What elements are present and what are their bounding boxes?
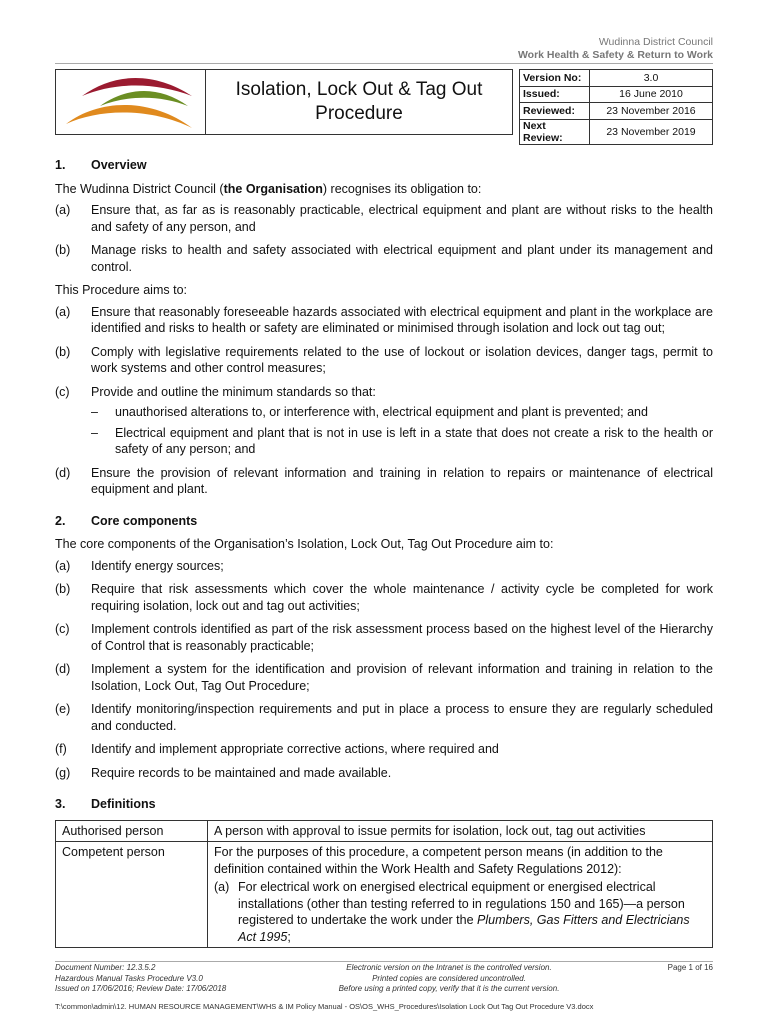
list-text: Identify energy sources; — [91, 558, 224, 573]
table-row — [56, 842, 713, 948]
meta-label: Next Review: — [520, 119, 590, 144]
list-text: Ensure the provision of relevant information and training in relation to repairs or maintenance of electrical equipment and plant. — [91, 465, 713, 496]
meta-value: 23 November 2016 — [590, 103, 713, 120]
footer-verify-note: Before using a printed copy, verify that it is the current version. — [338, 984, 560, 993]
list-label: (a) — [55, 558, 71, 573]
document-body — [55, 157, 713, 948]
header-org-name: Wudinna District Council — [598, 36, 713, 48]
list-item — [55, 558, 713, 575]
list-item — [55, 304, 713, 337]
section-heading-overview — [55, 157, 713, 174]
section-number: 3. — [55, 797, 66, 811]
list-text: Identify and implement appropriate corrective actions, where required and — [91, 742, 499, 756]
list-label: (b) — [55, 344, 71, 359]
definition-term: Competent person — [56, 842, 208, 948]
list-item — [55, 621, 713, 654]
section-number: 2. — [55, 513, 66, 528]
section-title: Definitions — [91, 797, 156, 811]
title-box — [55, 69, 513, 135]
definition-text: A person with approval to issue permits for isolation, lock out, tag out activities — [208, 820, 713, 842]
meta-value: 23 November 2019 — [590, 119, 713, 144]
section-title: Core components — [91, 513, 198, 528]
section-heading-definitions — [55, 796, 713, 813]
overview-intro — [55, 181, 713, 198]
footer-doc-number: Document Number: 12.3.5.2 — [55, 963, 156, 972]
list-item — [55, 242, 713, 275]
list-item — [55, 384, 713, 458]
list-label: (b) — [55, 243, 71, 257]
list-text: Provide and outline the minimum standards so that: — [91, 384, 376, 399]
footer-controlled-note: Electronic version on the Intranet is the controlled version. — [346, 963, 552, 972]
meta-label: Reviewed: — [520, 103, 590, 120]
table-row — [56, 820, 713, 842]
list-label: (c) — [55, 384, 70, 399]
title-line-2: Procedure — [315, 103, 403, 124]
aims-intro: This Procedure aims to: — [55, 283, 187, 297]
definitions-table — [55, 820, 713, 949]
meta-row — [520, 86, 713, 103]
header-divider — [55, 63, 713, 64]
list-label: (c) — [55, 622, 70, 636]
intro-text: ) recognises its obligation to: — [322, 181, 482, 196]
page-number: Page 1 of 16 — [667, 963, 713, 972]
list-text: Ensure that reasonably foreseeable hazards associated with electrical equipment and plant in the workplace are identified and risks to health or safety are eliminated or minimised through isolation and lock out tag out; — [91, 304, 713, 335]
section-heading-core-components — [55, 513, 713, 530]
meta-label: Version No: — [520, 70, 590, 87]
sub-list-text: Electrical equipment and plant that is not in use is left in a state that does not create a risk to the health or safety of any person; and — [115, 425, 713, 456]
list-text: Implement controls identified as part of the risk assessment process based on the highest level of the Hierarchy of Control that is reasonably practicable; — [91, 622, 713, 653]
footer-issued-dates: Issued on 17/06/2016; Review Date: 17/06/2018 — [55, 984, 227, 993]
meta-row — [520, 103, 713, 120]
intro-bold-term: the Organisation — [223, 181, 323, 196]
list-item — [55, 344, 713, 377]
list-label: (e) — [55, 702, 71, 716]
meta-value: 16 June 2010 — [590, 86, 713, 103]
page-footer — [55, 961, 713, 995]
meta-label: Issued: — [520, 86, 590, 103]
meta-value: 3.0 — [590, 70, 713, 87]
list-label: (a) — [214, 880, 230, 894]
core-intro: The core components of the Organisation’s Isolation, Lock Out, Tag Out Procedure aim to: — [55, 537, 554, 551]
footer-doc-name: Hazardous Manual Tasks Procedure V3.0 — [55, 973, 203, 983]
file-path: T:\common\admin\12. HUMAN RESOURCE MANAGEMENT\WHS & IM Policy Manual - OS\OS_WHS_Procedures\Isolation Lock Out Tag Out Procedure V3.docx — [55, 1002, 594, 1011]
council-logo — [56, 70, 206, 134]
list-text: Comply with legislative requirements related to the use of lockout or isolation devices, danger tags, permit to work systems and other control measures; — [91, 344, 713, 375]
intro-text: The Wudinna District Council ( — [55, 181, 224, 196]
meta-row — [520, 119, 713, 144]
list-label: (d) — [55, 662, 71, 676]
act-name: Plumbers, Gas Fitters and Electricians Act 1995 — [238, 913, 690, 944]
definition-sub-end: ; — [287, 929, 291, 944]
sub-list-text: unauthorised alterations to, or interference with, electrical equipment and plant is prevented; and — [115, 405, 648, 419]
list-label: (a) — [55, 304, 71, 319]
list-item — [55, 741, 713, 758]
logo-swoosh-icon — [60, 74, 200, 132]
meta-row — [520, 70, 713, 87]
dash-bullet: – — [91, 425, 98, 440]
list-text: Require that risk assessments which cover the whole maintenance / activity cycle be completed for work requiring isolation, lock out and tag out activities; — [91, 582, 713, 613]
definition-text: For the purposes of this procedure, a competent person means (in addition to the definition contained within the Work Health and Safety Regulations 2012): — [214, 845, 663, 876]
definition-cell — [208, 842, 713, 948]
sub-list-item — [91, 404, 713, 421]
list-item — [55, 661, 713, 694]
list-item — [55, 202, 713, 235]
list-item — [55, 701, 713, 734]
list-label: (d) — [55, 465, 71, 480]
list-item — [55, 581, 713, 614]
list-text: Implement a system for the identification and provision of relevant information and training in relation to the Isolation, Lock Out, Tag Out Procedure; — [91, 662, 713, 693]
list-label: (g) — [55, 765, 71, 780]
list-label: (f) — [55, 742, 67, 756]
definition-sub-text: For electrical work on energised electrical equipment or energised electrical installations (other than testing referred to in regulations 150 and 165)—a person registered to undertake the work under the — [238, 880, 685, 927]
list-text: Ensure that, as far as is reasonably practicable, electrical equipment and plant are without risks to the health and safety of any person, and — [91, 203, 713, 234]
list-label: (b) — [55, 582, 71, 596]
list-text: Identify monitoring/inspection requirements and put in place a process to ensure they are regularly scheduled and conducted. — [91, 702, 713, 733]
section-title: Overview — [91, 158, 147, 172]
definition-term: Authorised person — [56, 820, 208, 842]
title-line-1: Isolation, Lock Out & Tag Out — [235, 79, 483, 101]
list-item — [55, 465, 713, 498]
definition-sub-item — [214, 879, 706, 945]
list-text: Manage risks to health and safety associated with electrical equipment and plant under its management and control. — [91, 243, 713, 274]
list-item — [55, 765, 713, 782]
version-info-table — [519, 69, 713, 145]
dash-bullet: – — [91, 405, 98, 419]
list-text: Require records to be maintained and made available. — [91, 765, 392, 780]
footer-printed-note: Printed copies are considered uncontrolled. — [372, 973, 526, 983]
header-department: Work Health & Safety & Return to Work — [517, 49, 713, 61]
list-label: (a) — [55, 203, 71, 217]
sub-list-item — [91, 425, 713, 458]
document-title — [206, 70, 512, 134]
section-number: 1. — [55, 158, 66, 172]
